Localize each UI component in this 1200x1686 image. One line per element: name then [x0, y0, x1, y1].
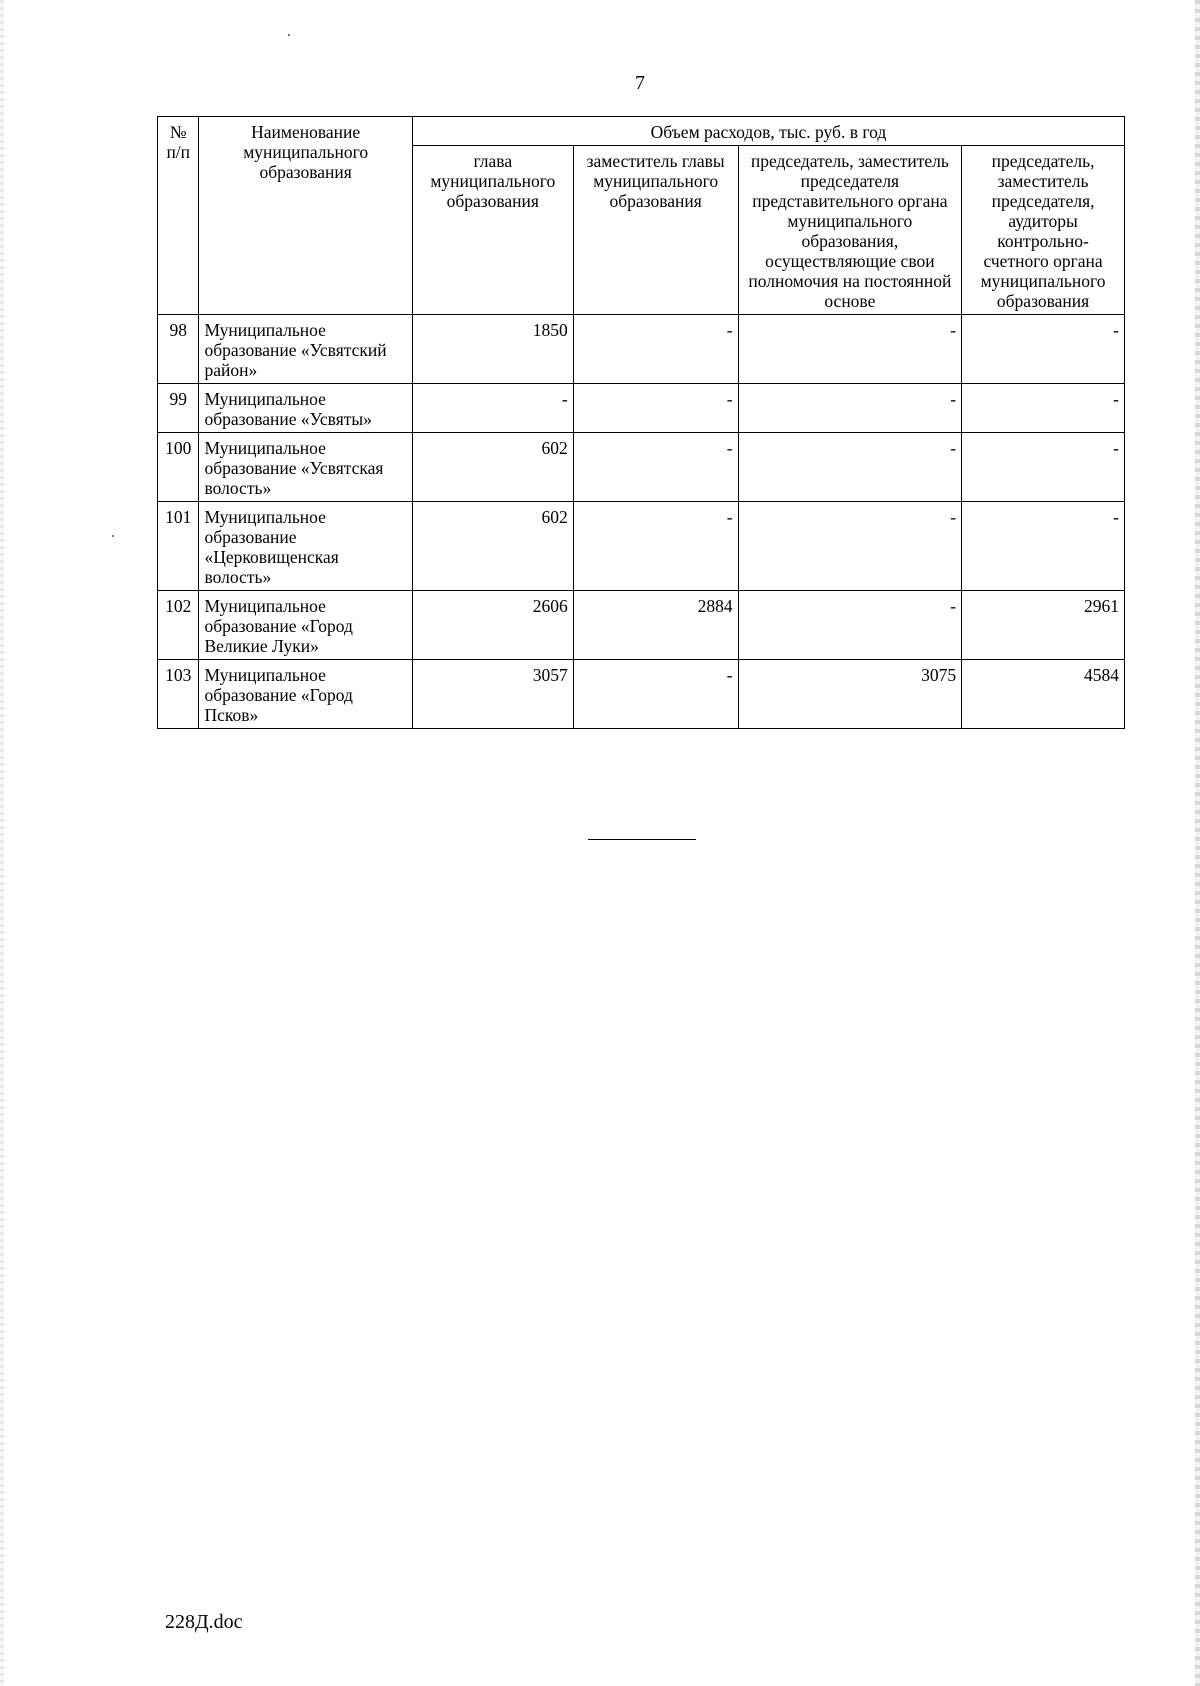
- row-value-audit: 2961: [962, 591, 1125, 660]
- header-deputy-head: заместитель главы муниципального образования: [573, 146, 738, 315]
- scan-edge-left: [0, 0, 4, 1686]
- row-value-head: 3057: [412, 660, 573, 729]
- row-value-head: -: [412, 384, 573, 433]
- row-value-head: 1850: [412, 315, 573, 384]
- row-num: 100: [158, 433, 199, 502]
- row-value-deputy: 2884: [573, 591, 738, 660]
- row-value-representative: -: [738, 591, 962, 660]
- table-row: [158, 384, 1125, 433]
- table-header-row: [158, 117, 1125, 146]
- row-name: Муниципальное образование «Усвятская волость»: [199, 433, 412, 502]
- table-row: [158, 315, 1125, 384]
- row-value-head: 602: [412, 433, 573, 502]
- header-audit-body: председатель, заместитель председателя, аудиторы контрольно-счетного органа муниципального образования: [962, 146, 1125, 315]
- row-num: 103: [158, 660, 199, 729]
- table-row: [158, 502, 1125, 591]
- row-value-deputy: -: [573, 660, 738, 729]
- scan-edge-right: [1195, 0, 1200, 1686]
- table-row: [158, 433, 1125, 502]
- page-number: 7: [635, 72, 645, 94]
- row-name: Муниципальное образование «Церковищенская волость»: [199, 502, 412, 591]
- header-head: глава муниципального образования: [412, 146, 573, 315]
- scan-speck: [288, 34, 290, 36]
- row-value-representative: -: [738, 315, 962, 384]
- row-value-audit: -: [962, 433, 1125, 502]
- expenses-table: [157, 116, 1125, 729]
- row-num: 99: [158, 384, 199, 433]
- row-value-deputy: -: [573, 433, 738, 502]
- row-value-representative: -: [738, 433, 962, 502]
- row-value-deputy: -: [573, 502, 738, 591]
- row-name: Муниципальное образование «Город Великие Луки»: [199, 591, 412, 660]
- table-row: [158, 591, 1125, 660]
- row-value-audit: -: [962, 384, 1125, 433]
- scan-speck: [112, 535, 114, 537]
- row-value-representative: -: [738, 502, 962, 591]
- header-name: Наименование муниципального образования: [199, 117, 412, 315]
- row-value-representative: -: [738, 384, 962, 433]
- header-num: № п/п: [158, 117, 199, 315]
- table-row: [158, 660, 1125, 729]
- row-num: 101: [158, 502, 199, 591]
- row-value-head: 602: [412, 502, 573, 591]
- document-filename: 228Д.doc: [165, 1611, 243, 1633]
- row-num: 98: [158, 315, 199, 384]
- row-value-head: 2606: [412, 591, 573, 660]
- row-name: Муниципальное образование «Усвятский район»: [199, 315, 412, 384]
- row-value-audit: -: [962, 502, 1125, 591]
- row-value-representative: 3075: [738, 660, 962, 729]
- row-value-deputy: -: [573, 315, 738, 384]
- footer-rule: [588, 839, 696, 840]
- header-representative-body: председатель, заместитель председателя представительного органа муниципального образования, осуществляющие свои полномочия на постоянной основе: [738, 146, 962, 315]
- row-value-deputy: -: [573, 384, 738, 433]
- row-name: Муниципальное образование «Усвяты»: [199, 384, 412, 433]
- row-num: 102: [158, 591, 199, 660]
- row-value-audit: -: [962, 315, 1125, 384]
- header-expense-group: Объем расходов, тыс. руб. в год: [412, 117, 1124, 146]
- row-value-audit: 4584: [962, 660, 1125, 729]
- row-name: Муниципальное образование «Город Псков»: [199, 660, 412, 729]
